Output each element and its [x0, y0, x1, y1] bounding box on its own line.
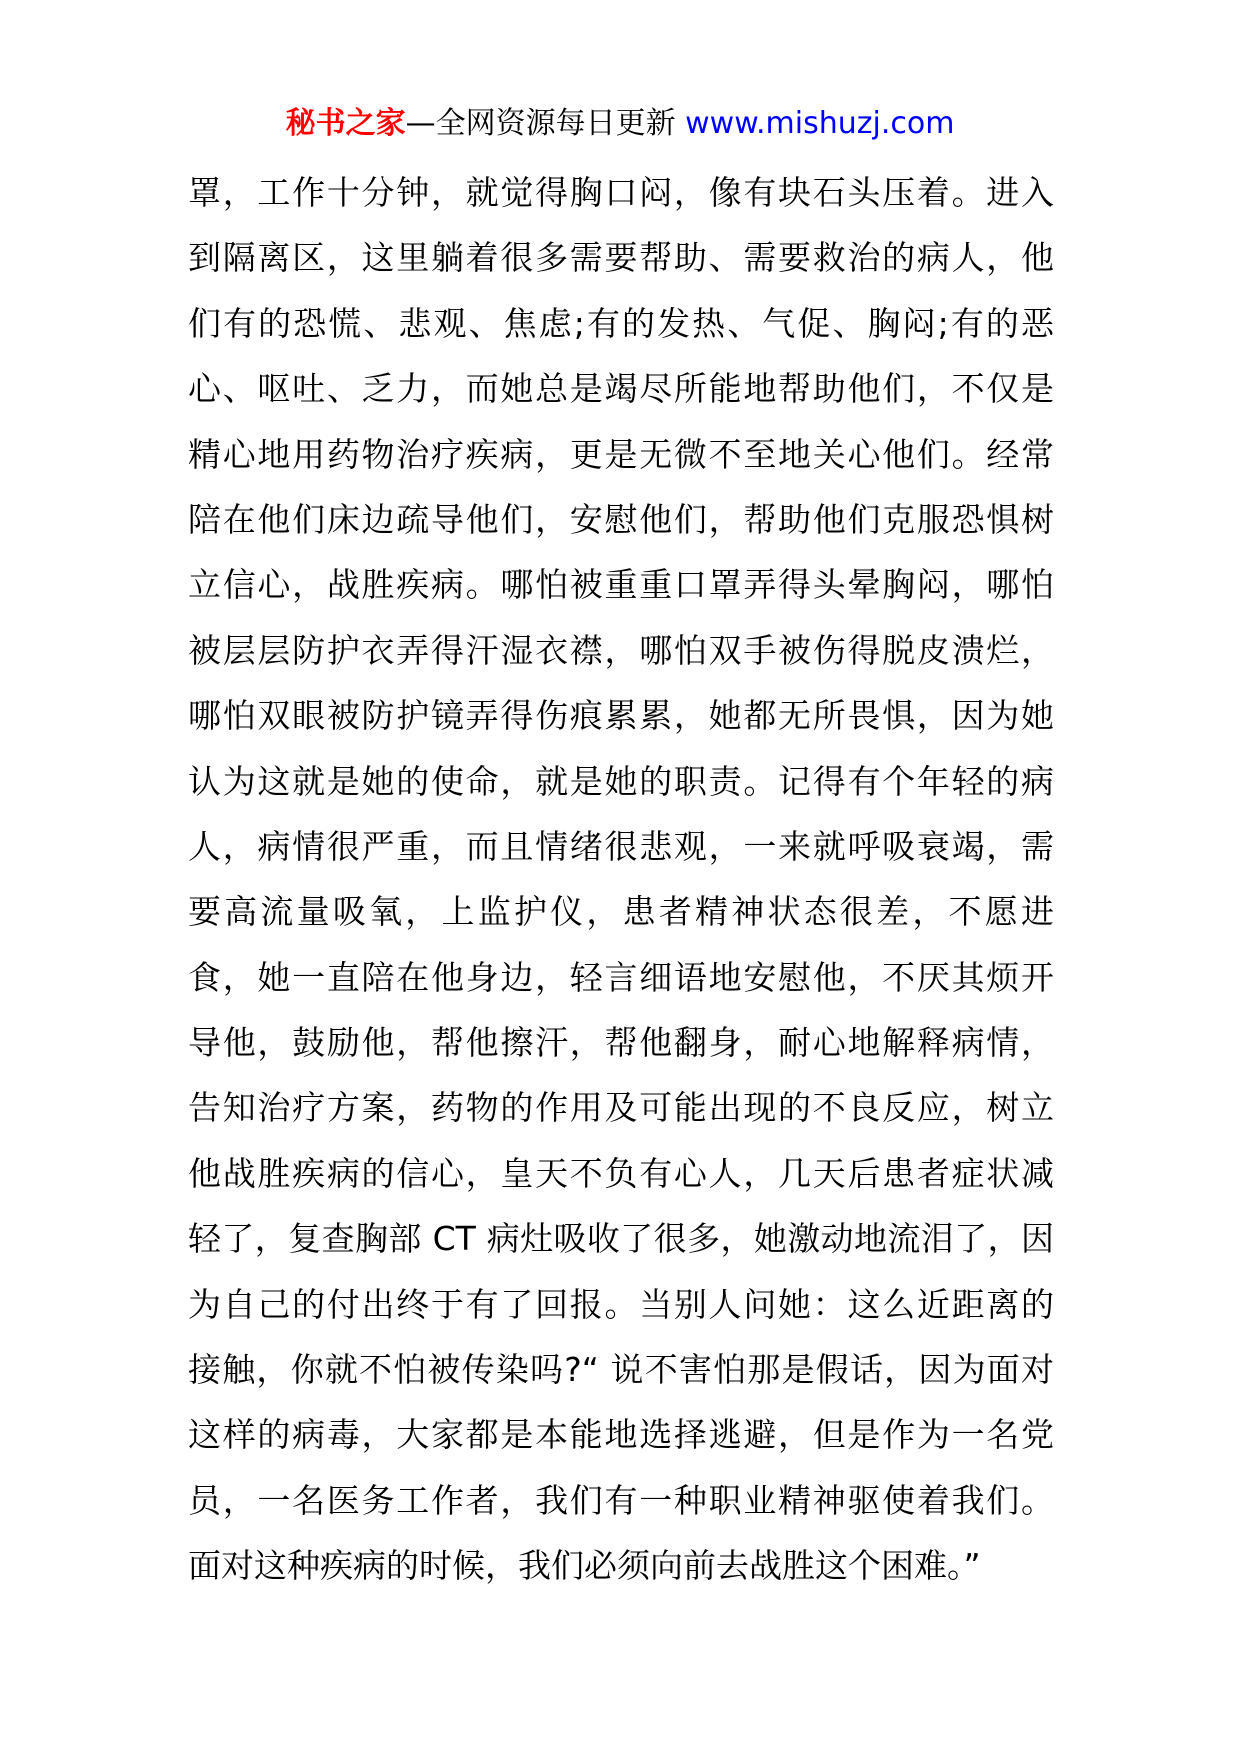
- page-header: [0, 100, 1240, 148]
- brand-name: 秘书之家: [285, 106, 406, 141]
- text-line: 告知治疗方案，药物的作用及可能出现的不良反应，树立: [188, 1088, 1054, 1128]
- body-text: [188, 160, 1054, 1599]
- text-line: 陪在他们床边疏导他们，安慰他们，帮助他们克服恐惧树: [188, 499, 1054, 539]
- text-line: 接触，你就不怕被传染吗?“ 说不害怕那是假话，因为面对: [188, 1350, 1054, 1390]
- text-line: 这样的病毒，大家都是本能地选择逃避，但是作为一名党: [188, 1415, 1054, 1455]
- text-line: 食，她一直陪在他身边，轻言细语地安慰他，不厌其烦开: [188, 957, 1054, 997]
- text-line: 要高流量吸氧，上监护仪，患者精神状态很差，不愿进: [188, 892, 1054, 932]
- header-tagline: —全网资源每日更新: [405, 106, 676, 141]
- text-line: 哪怕双眼被防护镜弄得伤痕累累，她都无所畏惧，因为她: [188, 696, 1054, 736]
- text-line: 认为这就是她的使命，就是她的职责。记得有个年轻的病: [188, 761, 1054, 801]
- text-line: 们有的恐慌、悲观、焦虑;有的发热、气促、胸闷;有的恶: [188, 303, 1054, 343]
- text-line: 轻了，复查胸部 CT 病灶吸收了很多，她激动地流泪了，因: [188, 1219, 1054, 1259]
- text-line: 面对这种疾病的时候，我们必须向前去战胜这个困难。”: [188, 1546, 981, 1586]
- text-line: 精心地用药物治疗疾病，更是无微不至地关心他们。经常: [188, 434, 1054, 474]
- text-line: 人，病情很严重，而且情绪很悲观，一来就呼吸衰竭，需: [188, 826, 1054, 866]
- text-line: 被层层防护衣弄得汗湿衣襟，哪怕双手被伤得脱皮溃烂，: [188, 630, 1054, 670]
- text-line: 他战胜疾病的信心，皇天不负有心人，几天后患者症状减: [188, 1153, 1054, 1193]
- text-line: 员，一名医务工作者，我们有一种职业精神驱使着我们。: [188, 1480, 1054, 1520]
- text-line: 罩，工作十分钟，就觉得胸口闷，像有块石头压着。进入: [188, 173, 1054, 212]
- text-line: 为自己的付出终于有了回报。当别人问她：这么近距离的: [188, 1284, 1054, 1324]
- text-line: 导他，鼓励他，帮他擦汗，帮他翻身，耐心地解释病情，: [188, 1023, 1054, 1063]
- site-url-link[interactable]: www.mishuzj.com: [685, 106, 955, 141]
- text-line: 立信心，战胜疾病。哪怕被重重口罩弄得头晕胸闷，哪怕: [188, 565, 1054, 605]
- text-line: 到隔离区，这里躺着很多需要帮助、需要救治的病人，他: [188, 238, 1054, 278]
- text-line: 心、呕吐、乏力，而她总是竭尽所能地帮助他们，不仅是: [188, 369, 1054, 409]
